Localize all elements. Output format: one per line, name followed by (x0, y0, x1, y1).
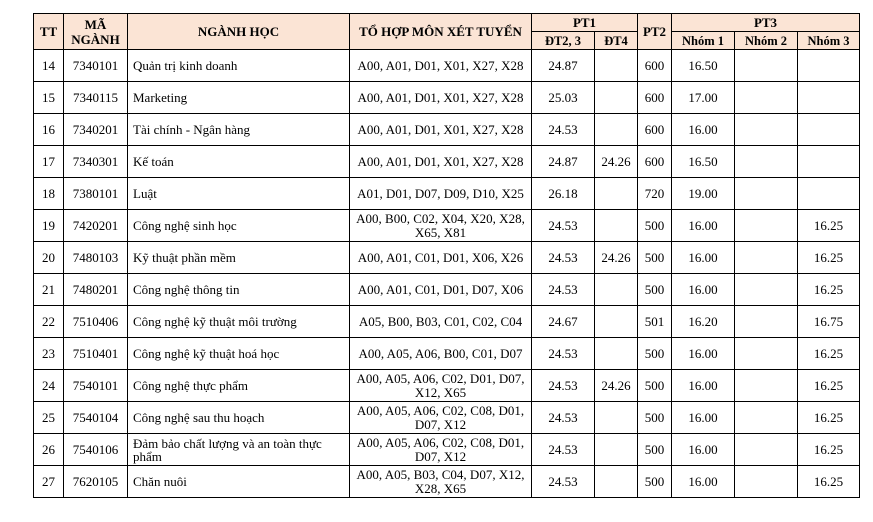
cell-pt3-nhom1: 17.00 (672, 82, 735, 114)
cell-pt3-nhom2 (735, 274, 798, 306)
header-to-hop: TỔ HỢP MÔN XÉT TUYỂN (350, 14, 532, 50)
cell-pt1-dt4 (595, 338, 638, 370)
cell-tt: 23 (34, 338, 64, 370)
cell-to-hop: A00, A05, A06, C02, C08, D01, D07, X12 (350, 434, 532, 466)
cell-pt1-dt23: 26.18 (532, 178, 595, 210)
cell-pt3-nhom2 (735, 82, 798, 114)
cell-nganh-hoc: Công nghệ thực phẩm (128, 370, 350, 402)
table-row (34, 274, 860, 306)
cell-pt3-nhom3 (798, 50, 860, 82)
cell-pt3-nhom1: 16.00 (672, 114, 735, 146)
cell-tt: 14 (34, 50, 64, 82)
cell-pt1-dt4 (595, 306, 638, 338)
cell-pt3-nhom2 (735, 146, 798, 178)
cell-pt1-dt4: 24.26 (595, 370, 638, 402)
cell-pt1-dt4 (595, 50, 638, 82)
cell-pt3-nhom2 (735, 50, 798, 82)
cell-pt2: 500 (638, 274, 672, 306)
table-row (34, 178, 860, 210)
cell-pt1-dt4 (595, 210, 638, 242)
cell-pt2: 500 (638, 370, 672, 402)
table-row (34, 306, 860, 338)
cell-to-hop: A00, A01, C01, D01, X06, X26 (350, 242, 532, 274)
header-nganh-hoc: NGÀNH HỌC (128, 14, 350, 50)
cell-tt: 27 (34, 466, 64, 498)
cell-ma-nganh: 7340301 (64, 146, 128, 178)
cell-pt3-nhom2 (735, 466, 798, 498)
cell-pt3-nhom3 (798, 178, 860, 210)
cell-pt3-nhom3: 16.25 (798, 466, 860, 498)
cell-ma-nganh: 7340101 (64, 50, 128, 82)
cell-nganh-hoc: Công nghệ sinh học (128, 210, 350, 242)
cell-ma-nganh: 7510401 (64, 338, 128, 370)
cell-pt3-nhom1: 16.00 (672, 466, 735, 498)
cell-tt: 22 (34, 306, 64, 338)
cell-pt2: 600 (638, 82, 672, 114)
admission-table-container (33, 13, 860, 498)
cell-to-hop: A00, A05, B03, C04, D07, X12, X28, X65 (350, 466, 532, 498)
cell-tt: 25 (34, 402, 64, 434)
cell-pt2: 500 (638, 338, 672, 370)
cell-pt2: 501 (638, 306, 672, 338)
cell-tt: 15 (34, 82, 64, 114)
cell-ma-nganh: 7480103 (64, 242, 128, 274)
cell-pt1-dt23: 24.53 (532, 210, 595, 242)
admission-score-table (33, 13, 860, 498)
table-header (34, 14, 860, 50)
cell-pt3-nhom3 (798, 82, 860, 114)
cell-ma-nganh: 7380101 (64, 178, 128, 210)
cell-pt1-dt4: 24.26 (595, 242, 638, 274)
cell-tt: 16 (34, 114, 64, 146)
cell-ma-nganh: 7540106 (64, 434, 128, 466)
cell-pt3-nhom2 (735, 402, 798, 434)
cell-pt3-nhom1: 16.00 (672, 242, 735, 274)
header-pt2: PT2 (638, 14, 672, 50)
cell-to-hop: A00, A01, D01, X01, X27, X28 (350, 82, 532, 114)
cell-pt1-dt4 (595, 402, 638, 434)
cell-nganh-hoc: Quản trị kinh doanh (128, 50, 350, 82)
cell-pt1-dt4 (595, 114, 638, 146)
header-pt1: PT1 (532, 14, 638, 32)
table-row (34, 242, 860, 274)
cell-ma-nganh: 7340201 (64, 114, 128, 146)
cell-pt3-nhom1: 16.00 (672, 210, 735, 242)
cell-pt3-nhom3: 16.25 (798, 338, 860, 370)
cell-pt3-nhom3: 16.25 (798, 402, 860, 434)
cell-pt2: 500 (638, 242, 672, 274)
cell-pt2: 500 (638, 210, 672, 242)
cell-pt3-nhom2 (735, 434, 798, 466)
cell-tt: 21 (34, 274, 64, 306)
cell-ma-nganh: 7420201 (64, 210, 128, 242)
cell-pt1-dt23: 24.53 (532, 338, 595, 370)
cell-pt1-dt23: 24.53 (532, 402, 595, 434)
cell-to-hop: A00, B00, C02, X04, X20, X28, X65, X81 (350, 210, 532, 242)
cell-pt2: 500 (638, 434, 672, 466)
cell-to-hop: A00, A05, A06, B00, C01, D07 (350, 338, 532, 370)
cell-pt2: 500 (638, 402, 672, 434)
cell-pt3-nhom1: 16.50 (672, 146, 735, 178)
cell-nganh-hoc: Công nghệ kỹ thuật hoá học (128, 338, 350, 370)
header-ma-nganh: MÃ NGÀNH (64, 14, 128, 50)
table-body (34, 50, 860, 498)
cell-pt1-dt4: 24.26 (595, 146, 638, 178)
cell-to-hop: A00, A01, D01, X01, X27, X28 (350, 50, 532, 82)
cell-pt3-nhom3: 16.25 (798, 370, 860, 402)
cell-pt3-nhom3: 16.25 (798, 434, 860, 466)
cell-pt1-dt23: 24.53 (532, 466, 595, 498)
cell-pt3-nhom1: 16.00 (672, 274, 735, 306)
table-row (34, 210, 860, 242)
cell-ma-nganh: 7480201 (64, 274, 128, 306)
cell-pt3-nhom2 (735, 242, 798, 274)
cell-pt3-nhom1: 16.50 (672, 50, 735, 82)
cell-pt3-nhom2 (735, 338, 798, 370)
cell-nganh-hoc: Công nghệ sau thu hoạch (128, 402, 350, 434)
cell-pt1-dt23: 24.53 (532, 114, 595, 146)
header-tt: TT (34, 14, 64, 50)
cell-tt: 20 (34, 242, 64, 274)
cell-nganh-hoc: Tài chính - Ngân hàng (128, 114, 350, 146)
cell-pt1-dt23: 24.67 (532, 306, 595, 338)
table-row (34, 146, 860, 178)
cell-nganh-hoc: Kế toán (128, 146, 350, 178)
cell-to-hop: A00, A01, C01, D01, D07, X06 (350, 274, 532, 306)
cell-to-hop: A00, A05, A06, C02, C08, D01, D07, X12 (350, 402, 532, 434)
cell-pt3-nhom3: 16.25 (798, 274, 860, 306)
cell-nganh-hoc: Công nghệ kỹ thuật môi trường (128, 306, 350, 338)
cell-pt1-dt23: 24.87 (532, 50, 595, 82)
cell-nganh-hoc: Marketing (128, 82, 350, 114)
cell-tt: 19 (34, 210, 64, 242)
cell-pt1-dt23: 24.53 (532, 274, 595, 306)
cell-pt3-nhom3 (798, 146, 860, 178)
cell-pt3-nhom2 (735, 114, 798, 146)
cell-pt2: 600 (638, 50, 672, 82)
cell-pt1-dt23: 24.53 (532, 242, 595, 274)
cell-pt1-dt4 (595, 274, 638, 306)
table-row (34, 114, 860, 146)
header-pt1-dt4: ĐT4 (595, 32, 638, 50)
cell-pt2: 600 (638, 146, 672, 178)
cell-pt3-nhom2 (735, 370, 798, 402)
cell-tt: 24 (34, 370, 64, 402)
cell-tt: 26 (34, 434, 64, 466)
cell-pt1-dt23: 24.87 (532, 146, 595, 178)
cell-pt3-nhom1: 16.20 (672, 306, 735, 338)
cell-nganh-hoc: Kỹ thuật phần mềm (128, 242, 350, 274)
cell-nganh-hoc: Đảm bảo chất lượng và an toàn thực phẩm (128, 434, 350, 466)
cell-nganh-hoc: Chăn nuôi (128, 466, 350, 498)
cell-pt1-dt4 (595, 434, 638, 466)
table-row (34, 434, 860, 466)
header-pt3-nhom2: Nhóm 2 (735, 32, 798, 50)
cell-to-hop: A01, D01, D07, D09, D10, X25 (350, 178, 532, 210)
cell-pt1-dt4 (595, 82, 638, 114)
header-pt3-nhom1: Nhóm 1 (672, 32, 735, 50)
cell-nganh-hoc: Công nghệ thông tin (128, 274, 350, 306)
cell-pt3-nhom1: 16.00 (672, 338, 735, 370)
cell-to-hop: A05, B00, B03, C01, C02, C04 (350, 306, 532, 338)
cell-ma-nganh: 7620105 (64, 466, 128, 498)
cell-tt: 18 (34, 178, 64, 210)
cell-nganh-hoc: Luật (128, 178, 350, 210)
cell-to-hop: A00, A01, D01, X01, X27, X28 (350, 114, 532, 146)
table-row (34, 370, 860, 402)
cell-pt3-nhom2 (735, 178, 798, 210)
cell-pt3-nhom3: 16.25 (798, 210, 860, 242)
cell-pt1-dt4 (595, 178, 638, 210)
cell-pt2: 720 (638, 178, 672, 210)
table-row (34, 402, 860, 434)
cell-ma-nganh: 7540101 (64, 370, 128, 402)
header-pt3-nhom3: Nhóm 3 (798, 32, 860, 50)
cell-pt2: 600 (638, 114, 672, 146)
cell-pt1-dt23: 25.03 (532, 82, 595, 114)
cell-ma-nganh: 7340115 (64, 82, 128, 114)
cell-pt3-nhom3: 16.75 (798, 306, 860, 338)
header-pt1-dt23: ĐT2, 3 (532, 32, 595, 50)
cell-tt: 17 (34, 146, 64, 178)
header-pt3: PT3 (672, 14, 860, 32)
cell-pt3-nhom2 (735, 306, 798, 338)
table-row (34, 338, 860, 370)
cell-pt1-dt23: 24.53 (532, 434, 595, 466)
table-row (34, 466, 860, 498)
cell-ma-nganh: 7540104 (64, 402, 128, 434)
cell-pt3-nhom3: 16.25 (798, 242, 860, 274)
cell-pt3-nhom3 (798, 114, 860, 146)
cell-ma-nganh: 7510406 (64, 306, 128, 338)
cell-pt3-nhom1: 16.00 (672, 402, 735, 434)
cell-to-hop: A00, A01, D01, X01, X27, X28 (350, 146, 532, 178)
cell-to-hop: A00, A05, A06, C02, D01, D07, X12, X65 (350, 370, 532, 402)
cell-pt1-dt4 (595, 466, 638, 498)
cell-pt3-nhom1: 19.00 (672, 178, 735, 210)
cell-pt1-dt23: 24.53 (532, 370, 595, 402)
table-row (34, 50, 860, 82)
cell-pt3-nhom2 (735, 210, 798, 242)
cell-pt3-nhom1: 16.00 (672, 370, 735, 402)
cell-pt3-nhom1: 16.00 (672, 434, 735, 466)
table-row (34, 82, 860, 114)
cell-pt2: 500 (638, 466, 672, 498)
